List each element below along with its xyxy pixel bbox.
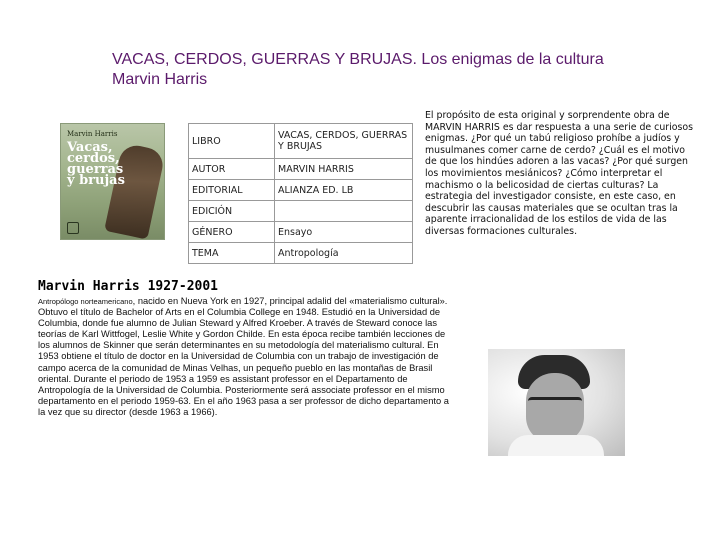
book-info-table bbox=[188, 123, 413, 264]
label-autor: AUTOR bbox=[189, 159, 275, 180]
title-line-author: Marvin Harris bbox=[112, 71, 208, 88]
value-tema: Antropología bbox=[275, 243, 413, 264]
bio-body: , nacido en Nueva York en 1927, principal adalid del «materialismo cultural». Obtuvo el título de Bachelor of Arts en el Columbia College en 1948. Estudió en la Universidad de Columbia, donde fue alumno de Julian Steward y Alfred Kroeber. A través de Steward conoce las teorías de Karl Wittfogel, Leslie White y Gordon Childe. En esta época recibe también lecciones de los alumnos de Skinner que serán determinantes en su metodología del materialismo cultural. En 1953 obtiene el título de doctor en la Universidad de Columbia con un trabajo de investigación de campo acerca de la comunidad de Minas Velhas, un pequeño pueblo en las montañas de Brasil oriental. Durante el periodo de 1953 a 1959 es assistant professor en el Departamento de Antropología de la Universidad de Columbia. Posteriormente será associate professor en el mismo departamento en el periodo 1959-63. En el año 1963 pasa a ser professor de dicho departamento a la vez que su director (desde 1963 a 1966). bbox=[38, 296, 449, 417]
label-libro: LIBRO bbox=[189, 124, 275, 159]
book-cover-image bbox=[60, 123, 165, 240]
value-edicion bbox=[275, 201, 413, 222]
bio-heading: Marvin Harris 1927-2001 bbox=[38, 279, 219, 294]
page-title bbox=[112, 50, 712, 90]
table-row-autor bbox=[189, 159, 413, 180]
table-row-editorial bbox=[189, 180, 413, 201]
table-row-libro bbox=[189, 124, 413, 159]
book-synopsis: El propósito de esta original y sorprendente obra de MARVIN HARRIS es dar respuesta a una serie de curiosos enigmas. ¿Por qué un tabú religioso prohíbe a judíos y musulmanes comer carne de cerdo? ¿Cuál es el motivo de que los hindúes adoren a las vacas? ¿Por qué surgen los movimientos mesiánicos? ¿Cómo interpretar el machismo o la belicosidad de ciertas culturas? La estrategia del investigador consiste, en este caso, en descubrir las causas materiales que se ocultan tras la aparente irracionalidad de los estilos de vida de las diversas formaciones culturales. bbox=[425, 110, 693, 237]
bio-paragraph bbox=[38, 296, 450, 418]
table-row-genero bbox=[189, 222, 413, 243]
label-edicion: EDICIÓN bbox=[189, 201, 275, 222]
table-row-tema bbox=[189, 243, 413, 264]
value-libro: VACAS, CERDOS, GUERRAS Y BRUJAS bbox=[275, 124, 413, 159]
table-row-edicion bbox=[189, 201, 413, 222]
label-genero: GÉNERO bbox=[189, 222, 275, 243]
label-editorial: EDITORIAL bbox=[189, 180, 275, 201]
photo-collar bbox=[508, 435, 604, 456]
photo-glasses bbox=[528, 397, 582, 412]
cover-title: Vacas, cerdos, guerras y brujas bbox=[67, 140, 125, 188]
value-genero: Ensayo bbox=[275, 222, 413, 243]
label-tema: TEMA bbox=[189, 243, 275, 264]
bio-lead: Antropólogo norteamericano bbox=[38, 297, 133, 306]
publisher-logo-icon bbox=[67, 222, 79, 234]
cover-author: Marvin Harris bbox=[67, 130, 118, 138]
title-line-book: VACAS, CERDOS, GUERRAS Y BRUJAS. Los enigmas de la cultura bbox=[112, 51, 604, 68]
value-editorial: ALIANZA ED. LB bbox=[275, 180, 413, 201]
value-autor: MARVIN HARRIS bbox=[275, 159, 413, 180]
author-photo bbox=[488, 349, 625, 456]
